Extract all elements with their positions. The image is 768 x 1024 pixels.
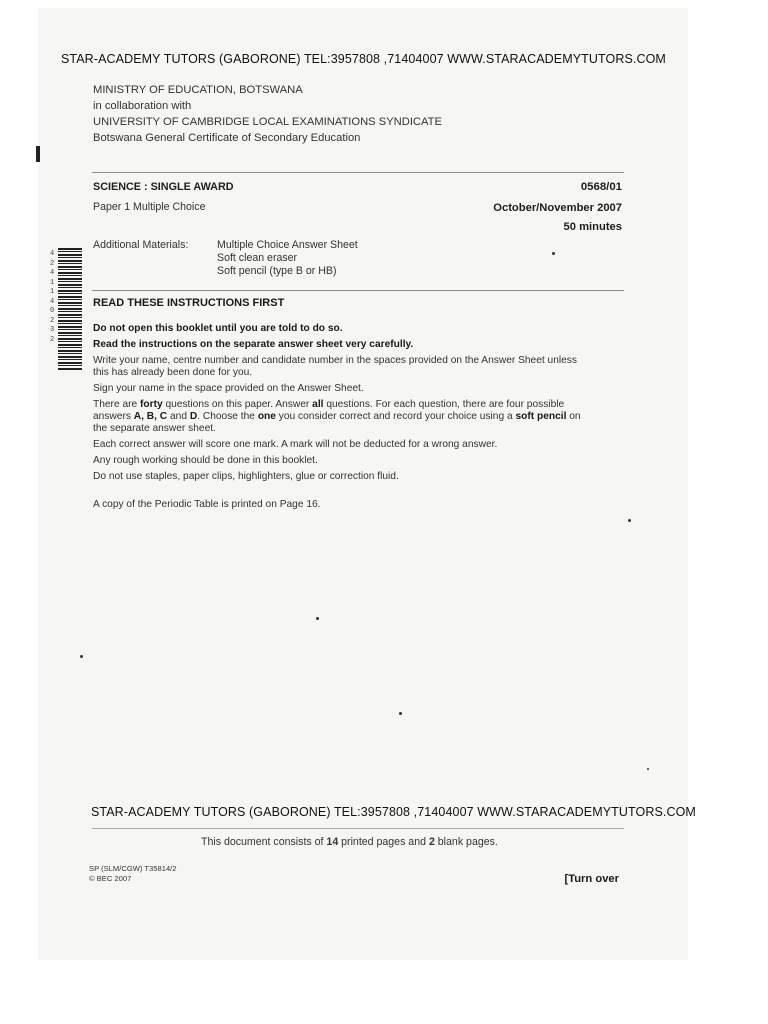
materials-label: Additional Materials: <box>93 239 189 251</box>
exam-duration: 50 minutes <box>563 221 622 233</box>
material-item: Soft clean eraser <box>217 252 298 264</box>
scan-speck <box>80 655 83 658</box>
scan-speck <box>316 617 319 620</box>
divider <box>92 290 624 291</box>
divider <box>92 828 624 829</box>
paper-code: 0568/01 <box>580 181 622 193</box>
scan-speck <box>628 519 631 522</box>
subject-title: SCIENCE : SINGLE AWARD <box>93 181 234 193</box>
copyright: © BEC 2007 <box>89 874 132 883</box>
bgcse-line: Botswana General Certificate of Secondary Education <box>93 132 361 144</box>
instruction-bold: Read the instructions on the separate answer sheet very carefully. <box>93 339 414 350</box>
page-count: This document consists of 14 printed pages and 2 blank pages. <box>201 836 498 848</box>
instructions-body <box>93 323 581 511</box>
exam-session: October/November 2007 <box>493 202 622 214</box>
instruction-line: There are forty questions on this paper. Answer all questions. For each question, there are four possible <box>93 399 565 410</box>
ministry-line: MINISTRY OF EDUCATION, BOTSWANA <box>93 84 303 96</box>
watermark-bottom: STAR-ACADEMY TUTORS (GABORONE) TEL:3957808 ,71404007 WWW.STARACADEMYTUTORS.COM <box>91 805 696 819</box>
barcode-number: 4241140232 <box>50 250 55 344</box>
scan-mark <box>36 146 40 162</box>
materials-list <box>217 239 358 278</box>
document-reference <box>89 864 177 884</box>
instruction-line: the separate answer sheet. <box>93 423 216 434</box>
instruction-line: Any rough working should be done in this booklet. <box>93 455 318 466</box>
collaboration-line: in collaboration with <box>93 100 192 112</box>
instruction-line: Sign your name in the space provided on the Answer Sheet. <box>93 383 364 394</box>
instructions-heading: READ THESE INSTRUCTIONS FIRST <box>93 297 285 309</box>
ref-code: SP (SLM/CGW) T35814/2 <box>89 864 177 873</box>
cambridge-line: UNIVERSITY OF CAMBRIDGE LOCAL EXAMINATIONS SYNDICATE <box>93 116 442 128</box>
barcode <box>58 248 82 370</box>
instruction-line: answers A, B, C and D. Choose the one you consider correct and record your choice using a soft pencil on <box>93 411 581 422</box>
instruction-line: Each correct answer will score one mark. A mark will not be deducted for a wrong answer. <box>93 439 498 450</box>
instruction-line: this has already been done for you. <box>93 367 253 378</box>
instruction-line: Write your name, centre number and candidate number in the spaces provided on the Answer Sheet unless <box>93 355 577 366</box>
instruction-bold: Do not open this booklet until you are told to do so. <box>93 323 343 334</box>
scan-speck <box>552 252 555 255</box>
paper-type: Paper 1 Multiple Choice <box>93 201 206 213</box>
material-item: Soft pencil (type B or HB) <box>217 265 337 277</box>
ministry-header <box>93 82 442 146</box>
watermark-top: STAR-ACADEMY TUTORS (GABORONE) TEL:3957808 ,71404007 WWW.STARACADEMYTUTORS.COM <box>61 52 666 66</box>
instruction-line: Do not use staples, paper clips, highlighters, glue or correction fluid. <box>93 471 399 482</box>
divider <box>92 172 624 173</box>
turn-over-label: [Turn over <box>564 873 619 885</box>
periodic-table-note: A copy of the Periodic Table is printed on Page 16. <box>93 499 321 510</box>
scan-speck <box>399 712 402 715</box>
material-item: Multiple Choice Answer Sheet <box>217 239 358 251</box>
scan-speck <box>647 768 649 770</box>
